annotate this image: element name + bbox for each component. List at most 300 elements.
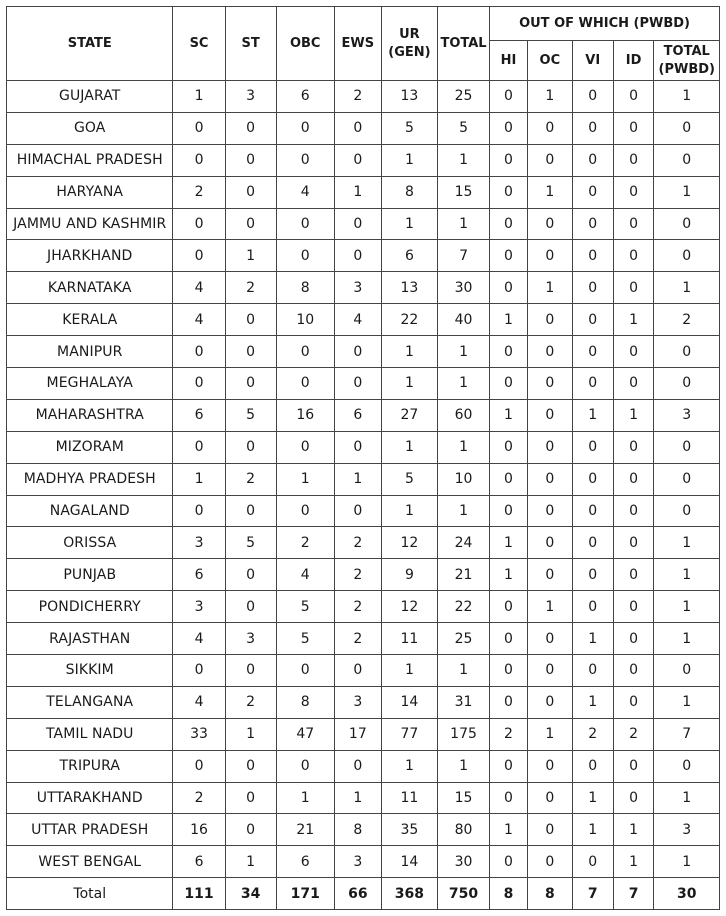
- cell-oc: 0: [527, 846, 572, 878]
- cell-hi: 1: [490, 527, 528, 559]
- cell-ews: 0: [334, 495, 381, 527]
- cell-st: 2: [225, 272, 276, 304]
- cell-obc: 5: [276, 623, 334, 655]
- cell-ur-gen: 1: [381, 144, 437, 176]
- cell-ews: 6: [334, 399, 381, 431]
- total-cell-ur-gen: 368: [381, 878, 437, 910]
- cell-hi: 0: [490, 495, 528, 527]
- cell-oc: 0: [527, 240, 572, 272]
- cell-st: 0: [225, 750, 276, 782]
- cell-hi: 0: [490, 112, 528, 144]
- cell-ur-gen: 1: [381, 208, 437, 240]
- cell-st: 0: [225, 304, 276, 336]
- cell-obc: 4: [276, 176, 334, 208]
- cell-vi: 0: [572, 559, 613, 591]
- cell-total: 40: [438, 304, 490, 336]
- cell-st: 0: [225, 495, 276, 527]
- cell-state: UTTARAKHAND: [7, 782, 173, 814]
- cell-sc: 0: [173, 336, 225, 368]
- cell-ur-gen: 11: [381, 782, 437, 814]
- cell-st: 0: [225, 814, 276, 846]
- table-row: [7, 750, 720, 782]
- cell-id: 0: [613, 208, 654, 240]
- table-row: [7, 559, 720, 591]
- cell-ur-gen: 12: [381, 591, 437, 623]
- total-cell-pwbd-total: 30: [654, 878, 720, 910]
- cell-pwbd-total: 0: [654, 463, 720, 495]
- cell-oc: 0: [527, 208, 572, 240]
- cell-oc: 0: [527, 399, 572, 431]
- cell-ews: 0: [334, 431, 381, 463]
- table-row: [7, 240, 720, 272]
- header-oc: OC: [527, 41, 572, 81]
- cell-total: 25: [438, 81, 490, 113]
- cell-total: 31: [438, 686, 490, 718]
- cell-total: 175: [438, 718, 490, 750]
- cell-vi: 0: [572, 495, 613, 527]
- cell-obc: 0: [276, 112, 334, 144]
- cell-obc: 10: [276, 304, 334, 336]
- cell-ews: 1: [334, 782, 381, 814]
- cell-st: 0: [225, 431, 276, 463]
- cell-vi: 0: [572, 176, 613, 208]
- cell-pwbd-total: 1: [654, 846, 720, 878]
- header-pwbd-total-line2: (PWBD): [658, 61, 715, 77]
- cell-hi: 0: [490, 655, 528, 687]
- cell-hi: 0: [490, 591, 528, 623]
- cell-hi: 0: [490, 463, 528, 495]
- cell-sc: 3: [173, 527, 225, 559]
- cell-hi: 0: [490, 144, 528, 176]
- cell-sc: 2: [173, 782, 225, 814]
- cell-vi: 0: [572, 272, 613, 304]
- cell-id: 0: [613, 81, 654, 113]
- cell-state: TELANGANA: [7, 686, 173, 718]
- cell-obc: 6: [276, 846, 334, 878]
- cell-pwbd-total: 1: [654, 591, 720, 623]
- cell-st: 0: [225, 208, 276, 240]
- total-cell-state: Total: [7, 878, 173, 910]
- cell-vi: 0: [572, 655, 613, 687]
- total-cell-vi: 7: [572, 878, 613, 910]
- cell-state: PUNJAB: [7, 559, 173, 591]
- cell-ews: 0: [334, 144, 381, 176]
- total-cell-total: 750: [438, 878, 490, 910]
- cell-obc: 0: [276, 208, 334, 240]
- cell-vi: 2: [572, 718, 613, 750]
- cell-oc: 0: [527, 431, 572, 463]
- cell-id: 0: [613, 463, 654, 495]
- cell-hi: 0: [490, 336, 528, 368]
- table-header: [7, 7, 720, 81]
- total-cell-st: 34: [225, 878, 276, 910]
- cell-sc: 0: [173, 495, 225, 527]
- cell-sc: 0: [173, 208, 225, 240]
- cell-total: 1: [438, 144, 490, 176]
- cell-vi: 0: [572, 208, 613, 240]
- cell-sc: 0: [173, 431, 225, 463]
- cell-oc: 0: [527, 368, 572, 400]
- cell-hi: 0: [490, 176, 528, 208]
- header-state: STATE: [7, 7, 173, 81]
- cell-sc: 4: [173, 623, 225, 655]
- cell-obc: 0: [276, 240, 334, 272]
- header-hi: HI: [490, 41, 528, 81]
- cell-st: 0: [225, 559, 276, 591]
- cell-id: 0: [613, 655, 654, 687]
- cell-id: 0: [613, 368, 654, 400]
- cell-sc: 2: [173, 176, 225, 208]
- reservation-table: [6, 6, 720, 910]
- cell-id: 1: [613, 399, 654, 431]
- totals-row: [7, 878, 720, 910]
- cell-st: 0: [225, 782, 276, 814]
- cell-hi: 1: [490, 559, 528, 591]
- cell-pwbd-total: 2: [654, 304, 720, 336]
- table-row: [7, 112, 720, 144]
- cell-state: TAMIL NADU: [7, 718, 173, 750]
- cell-obc: 8: [276, 686, 334, 718]
- cell-id: 0: [613, 686, 654, 718]
- cell-obc: 6: [276, 81, 334, 113]
- cell-pwbd-total: 1: [654, 623, 720, 655]
- cell-ews: 2: [334, 81, 381, 113]
- table-row: [7, 686, 720, 718]
- table-row: [7, 846, 720, 878]
- cell-sc: 0: [173, 240, 225, 272]
- cell-obc: 2: [276, 527, 334, 559]
- cell-oc: 0: [527, 655, 572, 687]
- cell-ews: 1: [334, 176, 381, 208]
- cell-pwbd-total: 0: [654, 750, 720, 782]
- cell-total: 1: [438, 431, 490, 463]
- cell-state: SIKKIM: [7, 655, 173, 687]
- cell-total: 5: [438, 112, 490, 144]
- cell-state: MANIPUR: [7, 336, 173, 368]
- cell-st: 0: [225, 176, 276, 208]
- cell-st: 5: [225, 399, 276, 431]
- cell-id: 0: [613, 144, 654, 176]
- cell-state: UTTAR PRADESH: [7, 814, 173, 846]
- cell-obc: 47: [276, 718, 334, 750]
- total-cell-hi: 8: [490, 878, 528, 910]
- header-ur-line1: UR: [399, 26, 420, 42]
- cell-ews: 2: [334, 527, 381, 559]
- cell-obc: 16: [276, 399, 334, 431]
- cell-pwbd-total: 0: [654, 431, 720, 463]
- cell-total: 25: [438, 623, 490, 655]
- cell-total: 1: [438, 336, 490, 368]
- cell-oc: 0: [527, 814, 572, 846]
- cell-total: 7: [438, 240, 490, 272]
- cell-id: 1: [613, 814, 654, 846]
- cell-sc: 4: [173, 304, 225, 336]
- cell-state: ORISSA: [7, 527, 173, 559]
- table-row: [7, 814, 720, 846]
- cell-id: 0: [613, 527, 654, 559]
- table-row: [7, 463, 720, 495]
- cell-st: 5: [225, 527, 276, 559]
- cell-sc: 4: [173, 272, 225, 304]
- cell-st: 0: [225, 144, 276, 176]
- cell-state: GOA: [7, 112, 173, 144]
- table-row: [7, 272, 720, 304]
- cell-hi: 0: [490, 750, 528, 782]
- cell-ur-gen: 13: [381, 272, 437, 304]
- cell-hi: 0: [490, 846, 528, 878]
- cell-state: MIZORAM: [7, 431, 173, 463]
- cell-id: 0: [613, 176, 654, 208]
- cell-vi: 1: [572, 782, 613, 814]
- cell-total: 1: [438, 495, 490, 527]
- cell-obc: 5: [276, 591, 334, 623]
- header-sc: SC: [173, 7, 225, 81]
- cell-total: 10: [438, 463, 490, 495]
- cell-oc: 0: [527, 336, 572, 368]
- cell-ews: 2: [334, 591, 381, 623]
- cell-vi: 0: [572, 144, 613, 176]
- cell-obc: 0: [276, 495, 334, 527]
- cell-pwbd-total: 0: [654, 655, 720, 687]
- cell-pwbd-total: 1: [654, 272, 720, 304]
- cell-st: 0: [225, 591, 276, 623]
- cell-state: KERALA: [7, 304, 173, 336]
- cell-oc: 0: [527, 112, 572, 144]
- cell-state: MEGHALAYA: [7, 368, 173, 400]
- cell-ur-gen: 27: [381, 399, 437, 431]
- cell-ews: 0: [334, 240, 381, 272]
- cell-sc: 16: [173, 814, 225, 846]
- cell-total: 24: [438, 527, 490, 559]
- cell-oc: 1: [527, 272, 572, 304]
- cell-ur-gen: 35: [381, 814, 437, 846]
- cell-pwbd-total: 7: [654, 718, 720, 750]
- cell-ur-gen: 1: [381, 368, 437, 400]
- cell-obc: 0: [276, 431, 334, 463]
- cell-ews: 2: [334, 623, 381, 655]
- table-row: [7, 304, 720, 336]
- table-row: [7, 527, 720, 559]
- cell-pwbd-total: 0: [654, 336, 720, 368]
- cell-pwbd-total: 3: [654, 399, 720, 431]
- cell-pwbd-total: 0: [654, 112, 720, 144]
- cell-total: 1: [438, 368, 490, 400]
- cell-total: 1: [438, 750, 490, 782]
- cell-vi: 1: [572, 814, 613, 846]
- cell-oc: 0: [527, 144, 572, 176]
- cell-oc: 0: [527, 686, 572, 718]
- cell-ews: 17: [334, 718, 381, 750]
- cell-pwbd-total: 1: [654, 81, 720, 113]
- table-row: [7, 81, 720, 113]
- cell-vi: 0: [572, 463, 613, 495]
- cell-ews: 2: [334, 559, 381, 591]
- cell-oc: 0: [527, 495, 572, 527]
- cell-ur-gen: 22: [381, 304, 437, 336]
- cell-vi: 1: [572, 623, 613, 655]
- cell-sc: 33: [173, 718, 225, 750]
- cell-id: 1: [613, 846, 654, 878]
- cell-st: 0: [225, 655, 276, 687]
- cell-st: 0: [225, 336, 276, 368]
- table-row: [7, 591, 720, 623]
- cell-obc: 0: [276, 144, 334, 176]
- header-vi: VI: [572, 41, 613, 81]
- cell-state: HARYANA: [7, 176, 173, 208]
- cell-ur-gen: 9: [381, 559, 437, 591]
- cell-oc: 0: [527, 304, 572, 336]
- header-ews: EWS: [334, 7, 381, 81]
- header-id: ID: [613, 41, 654, 81]
- cell-oc: 0: [527, 559, 572, 591]
- cell-sc: 0: [173, 112, 225, 144]
- cell-obc: 8: [276, 272, 334, 304]
- cell-ur-gen: 5: [381, 112, 437, 144]
- cell-state: KARNATAKA: [7, 272, 173, 304]
- cell-ur-gen: 1: [381, 655, 437, 687]
- cell-total: 21: [438, 559, 490, 591]
- cell-ur-gen: 14: [381, 686, 437, 718]
- cell-oc: 0: [527, 463, 572, 495]
- cell-sc: 6: [173, 399, 225, 431]
- cell-ews: 8: [334, 814, 381, 846]
- cell-st: 3: [225, 623, 276, 655]
- cell-vi: 0: [572, 304, 613, 336]
- cell-obc: 1: [276, 463, 334, 495]
- cell-total: 22: [438, 591, 490, 623]
- cell-hi: 0: [490, 623, 528, 655]
- cell-sc: 1: [173, 81, 225, 113]
- cell-st: 1: [225, 240, 276, 272]
- cell-st: 0: [225, 368, 276, 400]
- cell-vi: 0: [572, 750, 613, 782]
- cell-hi: 1: [490, 814, 528, 846]
- cell-id: 2: [613, 718, 654, 750]
- cell-state: WEST BENGAL: [7, 846, 173, 878]
- cell-ews: 3: [334, 272, 381, 304]
- cell-id: 0: [613, 591, 654, 623]
- cell-sc: 0: [173, 368, 225, 400]
- cell-ur-gen: 1: [381, 750, 437, 782]
- cell-vi: 0: [572, 112, 613, 144]
- cell-pwbd-total: 0: [654, 144, 720, 176]
- cell-ews: 0: [334, 750, 381, 782]
- cell-oc: 1: [527, 591, 572, 623]
- cell-obc: 0: [276, 655, 334, 687]
- cell-ews: 0: [334, 368, 381, 400]
- cell-total: 1: [438, 208, 490, 240]
- table-row: [7, 144, 720, 176]
- cell-vi: 0: [572, 368, 613, 400]
- cell-vi: 0: [572, 431, 613, 463]
- cell-ur-gen: 1: [381, 495, 437, 527]
- cell-pwbd-total: 0: [654, 495, 720, 527]
- total-cell-ews: 66: [334, 878, 381, 910]
- table-row: [7, 782, 720, 814]
- cell-id: 0: [613, 559, 654, 591]
- header-obc: OBC: [276, 7, 334, 81]
- cell-ur-gen: 8: [381, 176, 437, 208]
- cell-ews: 0: [334, 336, 381, 368]
- table-row: [7, 431, 720, 463]
- table-body: [7, 81, 720, 910]
- cell-ews: 1: [334, 463, 381, 495]
- cell-st: 2: [225, 686, 276, 718]
- cell-pwbd-total: 1: [654, 559, 720, 591]
- cell-sc: 4: [173, 686, 225, 718]
- cell-st: 3: [225, 81, 276, 113]
- cell-total: 30: [438, 272, 490, 304]
- cell-ews: 3: [334, 686, 381, 718]
- cell-ews: 0: [334, 655, 381, 687]
- cell-state: MADHYA PRADESH: [7, 463, 173, 495]
- cell-id: 0: [613, 495, 654, 527]
- cell-obc: 0: [276, 336, 334, 368]
- cell-sc: 0: [173, 655, 225, 687]
- cell-obc: 0: [276, 368, 334, 400]
- cell-ur-gen: 12: [381, 527, 437, 559]
- cell-state: NAGALAND: [7, 495, 173, 527]
- cell-state: JAMMU AND KASHMIR: [7, 208, 173, 240]
- cell-oc: 0: [527, 527, 572, 559]
- cell-sc: 0: [173, 750, 225, 782]
- cell-state: JHARKHAND: [7, 240, 173, 272]
- cell-state: PONDICHERRY: [7, 591, 173, 623]
- cell-hi: 0: [490, 368, 528, 400]
- cell-ur-gen: 1: [381, 336, 437, 368]
- cell-sc: 1: [173, 463, 225, 495]
- cell-hi: 0: [490, 431, 528, 463]
- cell-id: 0: [613, 782, 654, 814]
- cell-vi: 0: [572, 846, 613, 878]
- cell-ur-gen: 13: [381, 81, 437, 113]
- cell-id: 0: [613, 112, 654, 144]
- cell-pwbd-total: 1: [654, 686, 720, 718]
- cell-obc: 4: [276, 559, 334, 591]
- cell-state: MAHARASHTRA: [7, 399, 173, 431]
- cell-hi: 0: [490, 782, 528, 814]
- cell-total: 80: [438, 814, 490, 846]
- table-row: [7, 208, 720, 240]
- cell-oc: 1: [527, 718, 572, 750]
- cell-hi: 0: [490, 240, 528, 272]
- cell-pwbd-total: 0: [654, 368, 720, 400]
- header-pwbd-group: OUT OF WHICH (PWBD): [490, 7, 720, 41]
- cell-st: 0: [225, 112, 276, 144]
- total-cell-sc: 111: [173, 878, 225, 910]
- cell-pwbd-total: 1: [654, 527, 720, 559]
- cell-ews: 3: [334, 846, 381, 878]
- cell-pwbd-total: 1: [654, 176, 720, 208]
- cell-oc: 1: [527, 176, 572, 208]
- table-row: [7, 623, 720, 655]
- table-row: [7, 176, 720, 208]
- header-ur-gen: [381, 7, 437, 81]
- cell-id: 0: [613, 336, 654, 368]
- cell-ur-gen: 1: [381, 431, 437, 463]
- cell-st: 2: [225, 463, 276, 495]
- cell-id: 1: [613, 304, 654, 336]
- cell-ews: 4: [334, 304, 381, 336]
- cell-oc: 1: [527, 81, 572, 113]
- cell-hi: 0: [490, 208, 528, 240]
- cell-hi: 2: [490, 718, 528, 750]
- cell-oc: 0: [527, 782, 572, 814]
- cell-vi: 0: [572, 240, 613, 272]
- cell-hi: 0: [490, 686, 528, 718]
- cell-obc: 1: [276, 782, 334, 814]
- cell-sc: 6: [173, 559, 225, 591]
